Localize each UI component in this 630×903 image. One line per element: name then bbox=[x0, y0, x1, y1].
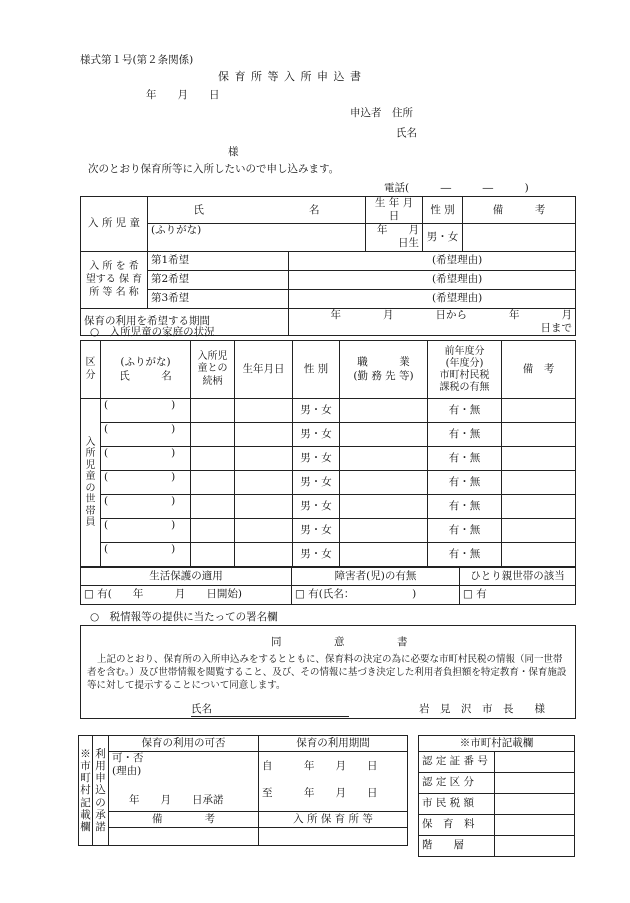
dob-cell[interactable] bbox=[235, 423, 293, 447]
household-name-cell[interactable]: ( ) bbox=[101, 399, 191, 423]
tax-amount-cell[interactable] bbox=[495, 794, 575, 815]
child-row-label: 入 所 児 童 bbox=[81, 197, 148, 252]
consent-heading: 同 意 書 bbox=[271, 636, 408, 648]
occupation-cell[interactable] bbox=[340, 399, 428, 423]
dob-cell[interactable] bbox=[235, 519, 293, 543]
tax-cell[interactable]: 有・無 bbox=[428, 399, 502, 423]
disability-header: 障害者(児)の有無 bbox=[292, 568, 460, 586]
table-row bbox=[81, 399, 576, 423]
relation-header: 入所児童との続柄 bbox=[191, 341, 235, 399]
period-value[interactable]: 年 月 日から 年 月 日まで bbox=[289, 308, 576, 335]
ok-text: 可・否 bbox=[112, 752, 144, 764]
household-remarks-cell[interactable] bbox=[502, 543, 576, 567]
household-sex-cell[interactable]: 男・女 bbox=[293, 399, 340, 423]
relation-cell[interactable] bbox=[191, 447, 235, 471]
division-header: 区分 bbox=[81, 341, 101, 399]
table-row bbox=[81, 447, 576, 471]
preference-label: 入 所 を 希 望する 保 育 所 等 名 称 bbox=[81, 251, 148, 308]
intro-text: 次のとおり保育所等に入所したいので申し込みます。 bbox=[88, 163, 340, 175]
relation-cell[interactable] bbox=[191, 543, 235, 567]
consent-body: 上記のとおり、保育所の入所申込みをするとともに、保育料の決定の為に必要な市町村民税の情報（同一世帯者を含む。）及び世帯情報を閲覧すること、及び、その情報に基づき決定した利用者負担額を特定教育・保育施設等に対して提示することについて同意します。 bbox=[87, 654, 567, 691]
tier-cell[interactable] bbox=[495, 836, 575, 857]
pref-3-reason[interactable]: (希望理由) bbox=[289, 289, 576, 308]
dob-cell[interactable]: 年 月 日生 bbox=[366, 224, 423, 251]
occupation-cell[interactable] bbox=[340, 471, 428, 495]
approval-date: 年 月 日承諾 bbox=[129, 793, 224, 806]
municipal-remarks-cell[interactable] bbox=[109, 828, 259, 846]
household-sex-cell[interactable]: 男・女 bbox=[293, 543, 340, 567]
form-number: 様式第１号(第２条関係) bbox=[80, 54, 194, 66]
household-remarks-cell[interactable] bbox=[502, 447, 576, 471]
household-sex-cell[interactable]: 男・女 bbox=[293, 495, 340, 519]
household-table bbox=[80, 340, 576, 567]
child-table bbox=[80, 196, 614, 336]
household-sex-cell[interactable]: 男・女 bbox=[293, 471, 340, 495]
remarks-cell[interactable] bbox=[463, 224, 576, 251]
cert-number-label: 認 定 証 番 号 bbox=[419, 752, 495, 773]
table-row bbox=[81, 423, 576, 447]
consent-name-field[interactable] bbox=[191, 701, 349, 717]
cert-class-cell[interactable] bbox=[495, 773, 575, 794]
single-parent-header: ひとり親世帯の該当 bbox=[460, 568, 576, 586]
tax-cell[interactable]: 有・無 bbox=[428, 495, 502, 519]
household-sex-header: 性 別 bbox=[293, 341, 340, 399]
single-parent-checkbox[interactable]: □ 有 bbox=[460, 586, 576, 605]
pref-3-label: 第3希望 bbox=[148, 289, 289, 308]
consent-addressee: 岩 見 沢 市 長 様 bbox=[419, 703, 545, 715]
occupation-cell[interactable] bbox=[340, 423, 428, 447]
household-remarks-cell[interactable] bbox=[502, 519, 576, 543]
date-line: 年 月 日 bbox=[146, 89, 220, 101]
household-name-header: (ふりがな) 氏 名 bbox=[101, 341, 191, 399]
furigana-cell[interactable]: (ふりがな) bbox=[148, 224, 366, 251]
fee-label: 保 育 料 bbox=[419, 815, 495, 836]
fee-cell[interactable] bbox=[495, 815, 575, 836]
municipal-right-header: ※市町村記載欄 bbox=[419, 736, 575, 752]
household-name-cell[interactable]: ( ) bbox=[101, 495, 191, 519]
household-name-cell[interactable]: ( ) bbox=[101, 447, 191, 471]
pref-2-label: 第2希望 bbox=[148, 270, 289, 289]
tax-cell[interactable]: 有・無 bbox=[428, 447, 502, 471]
dob-cell[interactable] bbox=[235, 399, 293, 423]
approval-cell[interactable] bbox=[109, 752, 259, 812]
tier-label: 階 層 bbox=[419, 836, 495, 857]
household-remarks-cell[interactable] bbox=[502, 399, 576, 423]
household-name-cell[interactable]: ( ) bbox=[101, 423, 191, 447]
reason-text: (理由) bbox=[112, 765, 142, 778]
consent-name-label: 氏名 bbox=[191, 703, 212, 715]
tax-cell[interactable]: 有・無 bbox=[428, 423, 502, 447]
occupation-header: 職 業 (勤 務 先 等) bbox=[340, 341, 428, 399]
addressee-suffix: 様 bbox=[228, 146, 239, 158]
occupation-cell[interactable] bbox=[340, 447, 428, 471]
household-dob-header: 生年月日 bbox=[235, 341, 293, 399]
tax-cell[interactable]: 有・無 bbox=[428, 543, 502, 567]
household-remarks-header: 備 考 bbox=[502, 341, 576, 399]
approval-label: 利用申込の承諾 bbox=[93, 736, 109, 846]
cert-number-cell[interactable] bbox=[495, 752, 575, 773]
occupation-cell[interactable] bbox=[340, 495, 428, 519]
table-row bbox=[81, 519, 576, 543]
consent-box bbox=[80, 625, 576, 719]
household-sex-cell[interactable]: 男・女 bbox=[293, 423, 340, 447]
dob-cell[interactable] bbox=[235, 543, 293, 567]
occupation-cell[interactable] bbox=[340, 519, 428, 543]
relation-cell[interactable] bbox=[191, 519, 235, 543]
table-row bbox=[81, 471, 576, 495]
household-remarks-cell[interactable] bbox=[502, 471, 576, 495]
form-title: 保 育 所 等 入 所 申 込 書 bbox=[218, 70, 362, 83]
dob-cell[interactable] bbox=[235, 447, 293, 471]
sex-cell[interactable]: 男・女 bbox=[423, 224, 463, 251]
applicant-name-label: 氏名 bbox=[396, 127, 417, 139]
tax-cell[interactable]: 有・無 bbox=[428, 471, 502, 495]
household-remarks-cell[interactable] bbox=[502, 495, 576, 519]
pref-2-reason[interactable]: (希望理由) bbox=[289, 270, 576, 289]
relation-cell[interactable] bbox=[191, 399, 235, 423]
relation-cell[interactable] bbox=[191, 471, 235, 495]
phone-field: 電話( ― ― ) bbox=[384, 182, 529, 194]
usage-period-header: 保育の利用期間 bbox=[259, 736, 408, 752]
facility-label: 入 所 保 育 所 等 bbox=[259, 812, 408, 828]
relation-cell[interactable] bbox=[191, 423, 235, 447]
household-sex-cell[interactable]: 男・女 bbox=[293, 519, 340, 543]
period-label: 保育の利用を希望する期間 bbox=[81, 308, 289, 335]
tax-amount-label: 市 民 税 額 bbox=[419, 794, 495, 815]
household-section-title: ○ 入所児童の家庭の状況 bbox=[90, 326, 215, 338]
pref-1-reason[interactable]: (希望理由) bbox=[289, 251, 576, 270]
name-header: 氏 名 bbox=[148, 197, 366, 224]
welfare-header: 生活保護の適用 bbox=[81, 568, 292, 586]
period-cell[interactable] bbox=[259, 752, 408, 812]
relation-cell[interactable] bbox=[191, 495, 235, 519]
applicant-address-label: 申込者 住所 bbox=[350, 107, 413, 119]
municipal-side-label: ※市町村記載欄 bbox=[79, 736, 93, 846]
household-remarks-cell[interactable] bbox=[502, 423, 576, 447]
household-name-cell[interactable]: ( ) bbox=[101, 471, 191, 495]
household-side-label: 入所児童の世帯員 bbox=[81, 399, 101, 567]
dob-cell[interactable] bbox=[235, 495, 293, 519]
welfare-checkbox[interactable]: □ 有( 年 月 日開始) bbox=[81, 586, 292, 605]
usage-approval-header: 保育の利用の可否 bbox=[109, 736, 259, 752]
dob-cell[interactable] bbox=[235, 471, 293, 495]
tax-cell[interactable]: 有・無 bbox=[428, 519, 502, 543]
facility-cell[interactable] bbox=[259, 828, 408, 846]
household-status-table bbox=[80, 567, 576, 605]
sex-header: 性 別 bbox=[423, 197, 463, 224]
dob-header: 生 年 月 日 bbox=[366, 197, 423, 224]
disability-checkbox[interactable]: □ 有(氏名： ) bbox=[292, 586, 460, 605]
household-sex-cell[interactable]: 男・女 bbox=[293, 447, 340, 471]
tax-header: 前年度分 (年度分) 市町村民税 課税の有無 bbox=[428, 341, 502, 399]
start-text: 自 年 月 日 bbox=[262, 760, 378, 772]
table-row bbox=[81, 495, 576, 519]
municipal-table bbox=[78, 735, 408, 846]
end-text: 至 年 月 日 bbox=[262, 787, 378, 800]
remarks-header: 備 考 bbox=[463, 197, 576, 224]
municipal-remarks-label: 備 考 bbox=[109, 812, 259, 828]
pref-1-label: 第1希望 bbox=[148, 251, 289, 270]
municipal-right-table bbox=[418, 735, 575, 857]
occupation-cell[interactable] bbox=[340, 543, 428, 567]
consent-section-title: ○ 税情報等の提供に当たっての署名欄 bbox=[90, 611, 278, 623]
household-name-cell[interactable]: ( ) bbox=[101, 543, 191, 567]
table-row bbox=[81, 543, 576, 567]
household-name-cell[interactable]: ( ) bbox=[101, 519, 191, 543]
cert-class-label: 認 定 区 分 bbox=[419, 773, 495, 794]
